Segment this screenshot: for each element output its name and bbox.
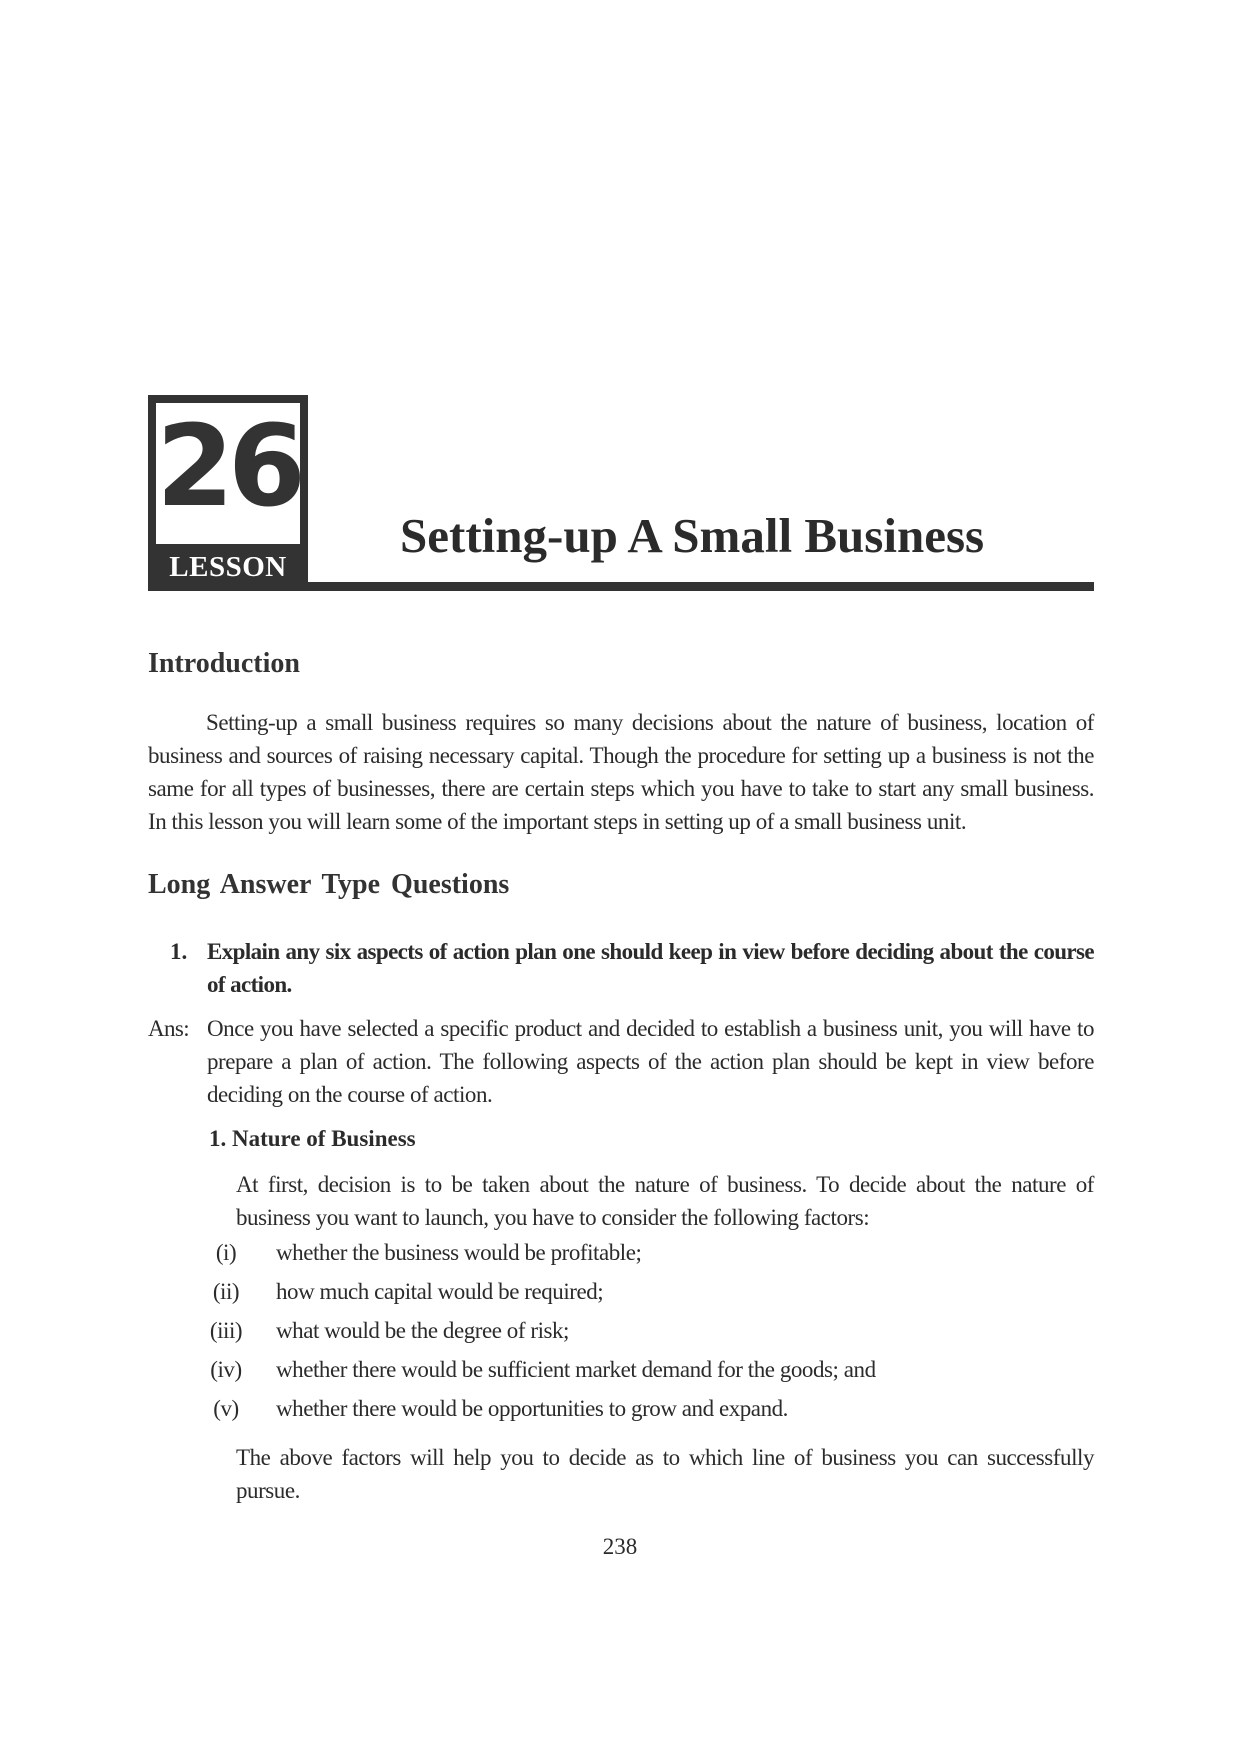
answer-text: Once you have selected a specific product and decided to establish a business unit, you will have to prepare a plan of action. The following aspects of the action plan should be kept in view before deciding on the course of action.	[207, 1016, 1094, 1107]
answer-label: Ans:	[148, 1016, 190, 1041]
list-item-text: what would be the degree of risk;	[276, 1318, 569, 1343]
list-item	[200, 1392, 1094, 1431]
list-item	[200, 1236, 1094, 1275]
list-item	[200, 1353, 1094, 1392]
question-number: 1.	[170, 939, 188, 964]
aspect-intro-paragraph: At first, decision is to be taken about the nature of business. To decide about the nature of business you want to launch, you have to consider the following factors:	[236, 1172, 1094, 1230]
long-answer-heading: Long Answer Type Questions	[148, 869, 510, 900]
list-item-text: whether there would be sufficient market demand for the goods; and	[276, 1357, 876, 1382]
introduction-paragraph: Setting-up a small business requires so many decisions about the nature of business, location of business and sources of raising necessary capital. Though the procedure for setting up a business is not the same for all types of businesses, there are certain steps which you have to take to start any small business. In this lesson you will learn some of the important steps in setting up of a small business unit.	[148, 710, 1094, 834]
list-item-marker: (iv)	[210, 1357, 242, 1382]
title-underline-rule	[300, 582, 1094, 591]
question-text: Explain any six aspects of action plan one should keep in view before deciding about the course of action.	[207, 939, 1094, 997]
lesson-number-box	[148, 395, 308, 591]
page-number: 238	[602, 1534, 638, 1559]
aspect-conclusion-paragraph: The above factors will help you to decide as to which line of business you can successfully pursue.	[236, 1445, 1094, 1503]
list-item-text: how much capital would be required;	[276, 1279, 604, 1304]
lesson-title: Setting-up A Small Business	[400, 508, 985, 563]
introduction-heading: Introduction	[148, 648, 300, 679]
aspect-heading-nature-of-business: 1. Nature of Business	[209, 1126, 416, 1151]
lesson-number: 26	[156, 402, 300, 532]
list-item-marker: (v)	[213, 1396, 239, 1421]
list-item-marker: (ii)	[212, 1279, 240, 1304]
list-item-text: whether the business would be profitable;	[276, 1240, 642, 1265]
list-item-text: whether there would be opportunities to grow and expand.	[276, 1396, 788, 1421]
list-item	[200, 1314, 1094, 1353]
factor-list	[200, 1236, 1094, 1431]
list-item-marker: (i)	[215, 1240, 237, 1265]
lesson-label: LESSON	[148, 544, 308, 591]
list-item	[200, 1275, 1094, 1314]
list-item-marker: (iii)	[209, 1318, 243, 1343]
